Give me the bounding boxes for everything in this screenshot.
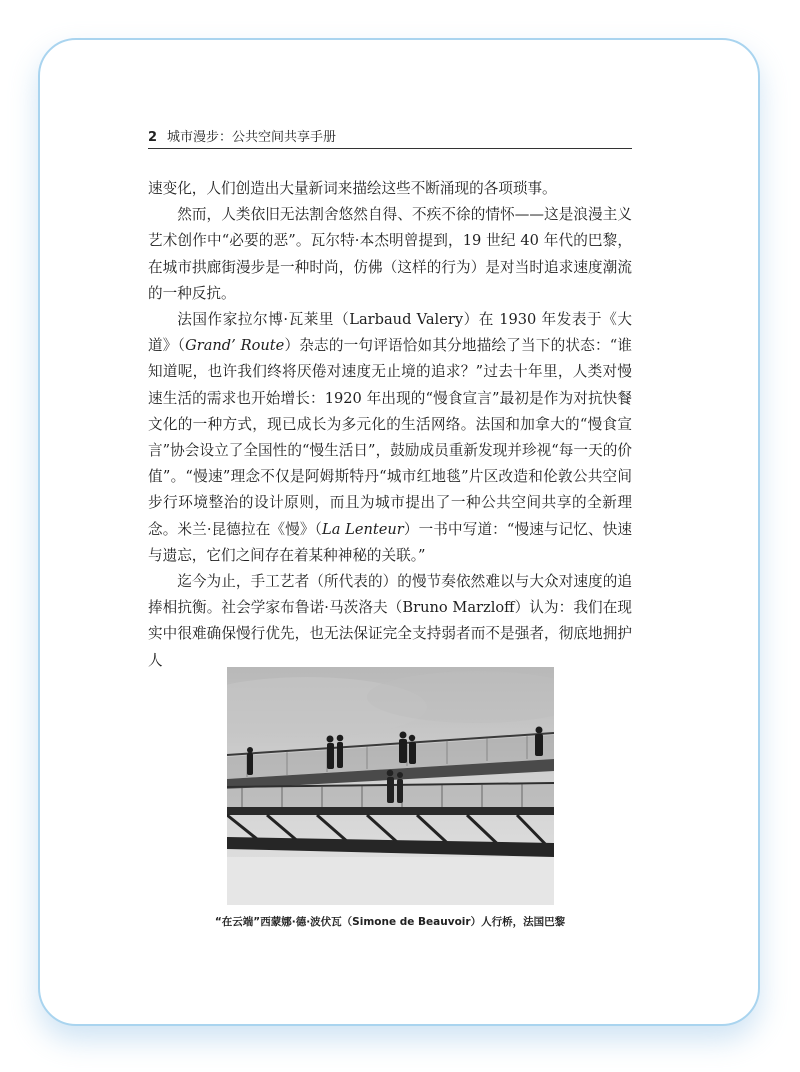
body-text bbox=[148, 176, 632, 674]
book-title: 城市漫步：公共空间共享手册 bbox=[167, 130, 337, 145]
paragraph-2: 然而，人类依旧无法割舍悠然自得、不疾不徐的情怀——这是浪漫主义艺术创作中“必要的恶”。瓦尔特·本杰明曾提到，19 世纪 40 年代的巴黎，在城市拱廊街漫步是一种时尚，仿佛（这样的行为）是对当时追求速度潮流的一种反抗。 bbox=[148, 206, 632, 302]
running-head bbox=[148, 129, 632, 149]
book-title-italic: La Lenteur bbox=[322, 520, 404, 538]
paragraph-3 bbox=[148, 307, 632, 569]
magazine-title-italic: Grand’ Route bbox=[185, 337, 285, 355]
paragraph-3-part-3: ）一书中写道：“慢速与记忆、快速与遗忘，它们之间存在着某种神秘的关联。” bbox=[148, 520, 633, 564]
paragraph-1: 速变化，人们创造出大量新词来描绘这些不断涌现的各项琐事。 bbox=[148, 180, 557, 197]
page-number: 2 bbox=[148, 130, 158, 145]
paragraph-3-part-1: 法国作家拉尔博·瓦莱里（Larbaud Valery）在 1930 年发表于《大道》（ bbox=[148, 311, 632, 355]
figure-caption: “在云端”西蒙娜·德·波伏瓦（Simone de Beauvoir）人行桥，法国巴黎 bbox=[214, 916, 566, 928]
paragraph-3-part-2: ）杂志的一句评语恰如其分地描绘了当下的状态：“谁知道呢，也许我们终将厌倦对速度无止境的追求？”过去十年里，人类对慢速生活的需求也开始增长：1920 年出现的“慢食宣言”最初是作为对抗快餐文化的一种方式，现已成长为多元化的生活网络。法国和加拿大的“慢食宣言”协会设立了全国性的“慢生活日”，鼓励成员重新发现并珍视“每一天的价值”。“慢速”理念不仅是阿姆斯特丹“城市红地毯”片区改造和伦敦公共空间步行环境整治的设计原则，而且为城市提出了一种公共空间共享的全新理念。米兰·昆德拉在《慢》（ bbox=[148, 337, 633, 538]
paragraph-4: 迄今为止，手工艺者（所代表的）的慢节奏依然难以与大众对速度的追捧相抗衡。社会学家布鲁诺·马茨洛夫（Bruno Marzloff）认为：我们在现实中很难确保慢行优先，也无法保证完全支持弱者而不是强者，彻底地拥护人 bbox=[148, 573, 632, 669]
footbridge-photo bbox=[227, 667, 554, 905]
